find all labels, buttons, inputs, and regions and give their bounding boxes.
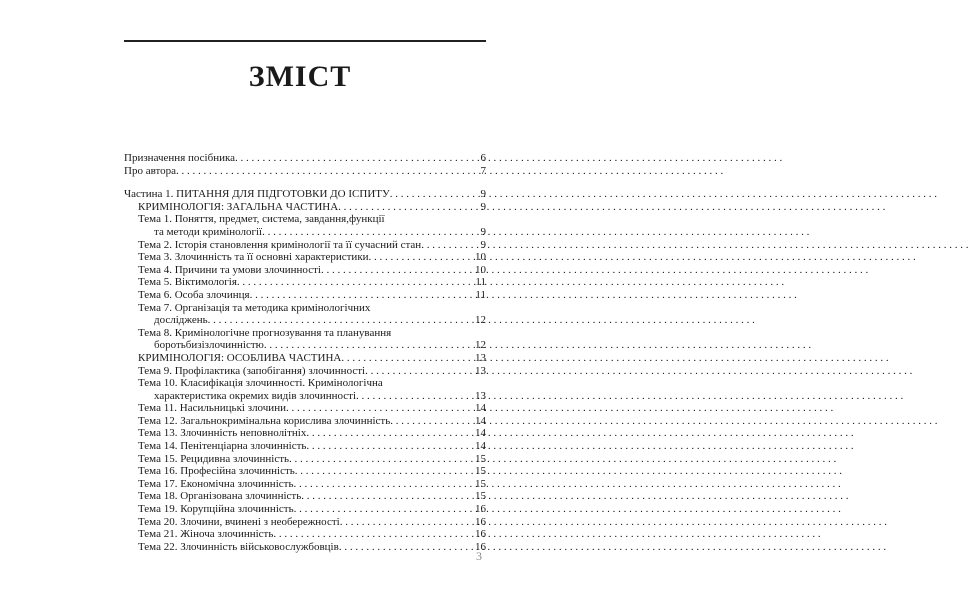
toc-entry-page: 14 xyxy=(475,440,486,453)
page-title: ЗМІСТ xyxy=(248,60,352,93)
toc-entry-page: 12 xyxy=(475,314,486,327)
dot-leader xyxy=(306,440,472,453)
toc-entry-label: Тема 10. Класифікація злочинності. Кримінологічна xyxy=(138,377,383,390)
toc-section[interactable] xyxy=(124,201,486,214)
toc-entry-label: Призначення посібника xyxy=(124,152,236,164)
toc-entry-continuation xyxy=(124,226,486,239)
toc-entry-label: Тема 21. Жіноча злочинність xyxy=(138,528,274,541)
dot-leader xyxy=(340,516,472,529)
dot-leader xyxy=(293,478,472,491)
toc-entry-label: Частина 1. ПИТАННЯ ДЛЯ ПІДГОТОВКИ ДО ІСПИТУ xyxy=(124,188,390,201)
toc-entry-page: 12 xyxy=(475,339,486,352)
toc-entry-label: Тема 19. Корупційна злочинність xyxy=(138,503,294,516)
dot-leader xyxy=(301,490,472,503)
dot-leader xyxy=(356,390,472,403)
toc-entry-page: 11 xyxy=(475,288,486,301)
toc-topic[interactable] xyxy=(124,453,486,466)
spacer xyxy=(124,177,486,188)
toc-entry-page: 15 xyxy=(475,490,486,503)
toc-topic[interactable] xyxy=(124,213,486,238)
dot-leader xyxy=(262,226,472,239)
toc-entry-label: Тема 9. Профілактика (запобігання) злочинності xyxy=(138,364,366,377)
dot-leader xyxy=(289,453,472,466)
dot-leader xyxy=(365,365,472,378)
toc-entry-label: Про автора xyxy=(124,164,177,177)
dot-leader xyxy=(341,352,472,365)
toc-entry-page: 11 xyxy=(475,276,486,289)
toc-entry[interactable] xyxy=(124,165,486,178)
dot-leader xyxy=(421,239,472,252)
toc-topic[interactable] xyxy=(124,427,486,440)
toc-entry-label: Тема 14. Пенітенціарна злочинність xyxy=(138,440,307,453)
toc-entry-label: Тема 18. Організована злочинність xyxy=(138,490,302,503)
toc-entry-page: 15 xyxy=(475,452,486,465)
toc-topic[interactable] xyxy=(124,402,486,415)
toc-section[interactable] xyxy=(124,352,486,365)
dot-leader xyxy=(390,188,472,201)
toc-entry-label: КРИМІНОЛОГІЯ: ОСОБЛИВА ЧАСТИНА xyxy=(138,351,342,364)
toc-entry-label: Тема 1. Поняття, предмет, система, завдання,функції xyxy=(138,213,385,226)
toc-entry-page: 14 xyxy=(475,414,486,427)
dot-leader xyxy=(369,251,472,264)
toc-topic[interactable] xyxy=(124,327,486,352)
toc-entry-page: 13 xyxy=(475,389,486,402)
toc-entry-page: 10 xyxy=(475,263,486,276)
toc-entry[interactable] xyxy=(124,152,486,165)
toc-entry-page: 9 xyxy=(480,225,486,238)
toc-entry-page: 16 xyxy=(475,540,486,553)
toc-entry-label: Тема 17. Економічна злочинність xyxy=(138,477,294,490)
dot-leader xyxy=(208,314,472,327)
toc-topic[interactable] xyxy=(124,365,486,378)
toc-entry-label: Тема 3. Злочинність та її основні характеристики xyxy=(138,251,369,264)
toc-entry-label: Тема 15. Рецидивна злочинність xyxy=(138,452,290,465)
toc-topic[interactable] xyxy=(124,289,486,302)
toc-entry-continuation xyxy=(124,314,486,327)
dot-leader xyxy=(294,503,472,516)
toc-entry-page: 16 xyxy=(475,503,486,516)
toc-entry-label: Тема 7. Організація та методика кримінологічних xyxy=(138,301,371,314)
toc-entry-continuation xyxy=(124,390,486,403)
toc-entry-label: Тема 13. Злочинність неповнолітніх xyxy=(138,427,307,440)
toc-entry-label: Тема 4. Причини та умови злочинності xyxy=(138,263,321,276)
dot-leader xyxy=(250,289,472,302)
toc-entry-page: 13 xyxy=(475,351,486,364)
dot-leader xyxy=(295,465,472,478)
toc-entry-label: Тема 5. Віктимологія xyxy=(138,276,237,289)
toc-entry-label: Тема 20. Злочини, вчинені з необережності xyxy=(138,515,340,528)
toc-entry-continuation xyxy=(124,339,486,352)
toc-entry-page: 15 xyxy=(475,477,486,490)
toc-entry-page: 10 xyxy=(475,251,486,264)
dot-leader xyxy=(321,264,472,277)
toc-topic[interactable] xyxy=(124,528,486,541)
toc-entry-label: Тема 11. Насильницькі злочини xyxy=(138,402,286,415)
toc-entry-label: характеристика окремих видів злочинності xyxy=(154,389,357,402)
toc-topic[interactable] xyxy=(124,239,486,252)
toc-entry-page: 16 xyxy=(475,515,486,528)
toc-entry-label: Тема 22. Злочинність військовослужбовців xyxy=(138,540,339,553)
toc-entry-page: 9 xyxy=(480,188,486,201)
page-number: 3 xyxy=(476,549,482,563)
toc-entry-page: 14 xyxy=(475,402,486,415)
toc-topic[interactable] xyxy=(124,440,486,453)
toc-topic[interactable] xyxy=(124,415,486,428)
toc-entry-label: Тема 2. Історія становлення кримінології та її сучасний стан xyxy=(138,238,422,251)
toc-entry-page: 13 xyxy=(475,364,486,377)
toc-entry-label: досліджень xyxy=(154,314,208,327)
toc-entry-page: 7 xyxy=(480,164,486,177)
top-rule xyxy=(124,40,486,42)
dot-leader xyxy=(286,402,472,415)
toc-entry-page: 9 xyxy=(480,200,486,213)
toc-topic[interactable] xyxy=(124,302,486,327)
dot-leader xyxy=(273,528,472,541)
toc-entry-label: Тема 16. Професійна злочинність xyxy=(138,465,295,478)
toc-entry-label: та методи кримінології xyxy=(154,225,263,238)
toc-entry-label: КРИМІНОЛОГІЯ: ЗАГАЛЬНА ЧАСТИНА xyxy=(138,200,339,213)
dot-leader xyxy=(390,415,472,428)
toc-entry-label: Тема 12. Загальнокримінальна корислива злочинність xyxy=(138,414,391,427)
toc-topic[interactable] xyxy=(124,377,486,402)
toc-topic[interactable] xyxy=(124,516,486,529)
toc-entry-label: Тема 6. Особа злочинця xyxy=(138,288,250,301)
toc-entry-label: боротьбизізлочинністю xyxy=(154,339,264,352)
toc-topic[interactable] xyxy=(124,276,486,289)
toc-topic[interactable] xyxy=(124,503,486,516)
dot-leader xyxy=(339,541,472,554)
dot-leader xyxy=(264,339,472,352)
toc-topic[interactable] xyxy=(124,251,486,264)
toc-entry-page: 15 xyxy=(475,465,486,478)
toc-entry-page: 16 xyxy=(475,528,486,541)
table-of-contents xyxy=(124,152,486,553)
dot-leader xyxy=(237,276,472,289)
dot-leader xyxy=(306,427,472,440)
toc-entry-page: 6 xyxy=(480,152,486,164)
toc-topic[interactable] xyxy=(124,490,486,503)
toc-topic[interactable] xyxy=(124,478,486,491)
dot-leader xyxy=(338,201,472,214)
toc-entry-label: Тема 8. Кримінологічне прогнозування та планування xyxy=(138,326,392,339)
toc-entry-page: 14 xyxy=(475,427,486,440)
toc-topic[interactable] xyxy=(124,465,486,478)
toc-topic[interactable] xyxy=(124,541,486,554)
dot-leader xyxy=(176,165,472,178)
toc-part[interactable] xyxy=(124,188,486,201)
toc-topic[interactable] xyxy=(124,264,486,277)
toc-entry-page: 9 xyxy=(480,238,486,251)
dot-leader xyxy=(235,152,472,165)
